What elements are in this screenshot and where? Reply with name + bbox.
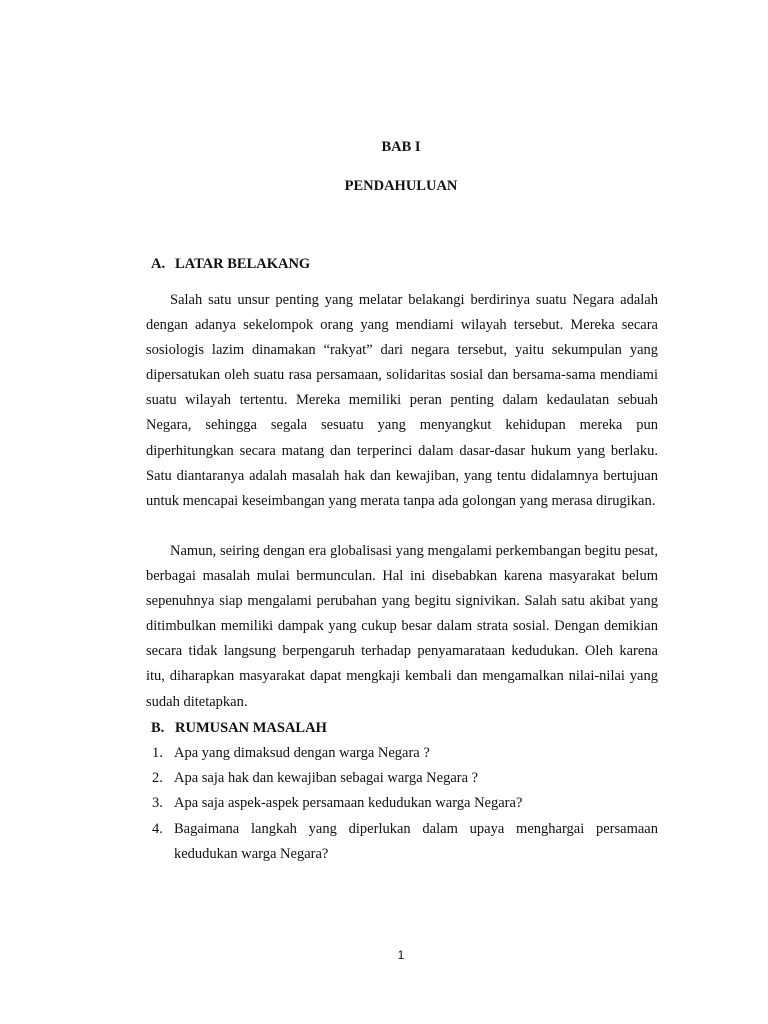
- list-item-text: Apa yang dimaksud dengan warga Negara ?: [174, 745, 430, 761]
- chapter-number: BAB I: [381, 139, 421, 155]
- section-a-title: LATAR BELAKANG: [175, 256, 311, 272]
- list-item-number: 1.: [152, 745, 163, 761]
- list-item-text: Apa saja aspek-aspek persamaan kedudukan warga Negara?: [174, 795, 523, 812]
- list-item-text: Apa saja hak dan kewajiban sebagai warga Negara ?: [174, 770, 479, 787]
- paragraph-latar-belakang-1: Salah satu unsur penting yang melatar belakangi berdirinya suatu Negara adalah dengan adanya sekelompok orang yang mendiami wilayah tersebut. Mereka secara sosiologis lazim dinamakan “rakyat” dari negara tersebut, yaitu sekumpulan yang dipersatukan oleh suatu rasa persamaan, solidaritas sosial dan bersama-sama mendiami suatu wilayah tertentu. Mereka memiliki peran penting dalam kedaulatan sebuah Negara, sehingga segala sesuatu yang menyangkut kehidupan mereka pun diperhitungkan secara matang dan terperinci dalam dasar-dasar hukum yang berlaku. Satu diantaranya adalah masalah hak dan kewajiban, yang tentu didalamnya bertujuan untuk mencapai keseimbangan yang merata tanpa ada golongan yang merasa dirugikan.: [146, 292, 658, 509]
- section-b-title: RUMUSAN MASALAH: [175, 720, 327, 736]
- page-number: 1: [397, 948, 405, 962]
- list-item-number: 2.: [152, 770, 163, 787]
- chapter-title: PENDAHULUAN: [344, 178, 458, 194]
- list-item-text: Bagaimana langkah yang diperlukan dalam upaya menghargai persamaan kedudukan warga Negara?: [174, 820, 658, 862]
- section-b-heading: [151, 719, 327, 737]
- rumusan-masalah-list: [146, 741, 658, 867]
- section-a-letter: A.: [151, 256, 166, 272]
- list-item: [146, 741, 658, 766]
- list-item: [146, 766, 658, 791]
- list-item-number: 3.: [152, 795, 163, 812]
- list-item: [146, 791, 658, 816]
- paragraph-latar-belakang-2: Namun, seiring dengan era globalisasi yang mengalami perkembangan begitu pesat, berbagai masalah mulai bermunculan. Hal ini disebabkan karena masyarakat belum sepenuhnya siap mengalami perubahan yang begitu signivikan. Salah satu akibat yang ditimbulkan memiliki dampak yang cukup besar dalam strata sosial. Dengan demikian secara tidak langsung berpengaruh terhadap penyamarataan kedudukan. Oleh karena itu, diharapkan masyarakat dapat mengkaji kembali dan mengamalkan nilai-nilai yang sudah ditetapkan.: [146, 543, 658, 710]
- list-item: [146, 817, 658, 867]
- section-b-letter: B.: [151, 720, 165, 736]
- section-a-heading: [151, 255, 310, 273]
- list-item-number: 4.: [152, 820, 163, 837]
